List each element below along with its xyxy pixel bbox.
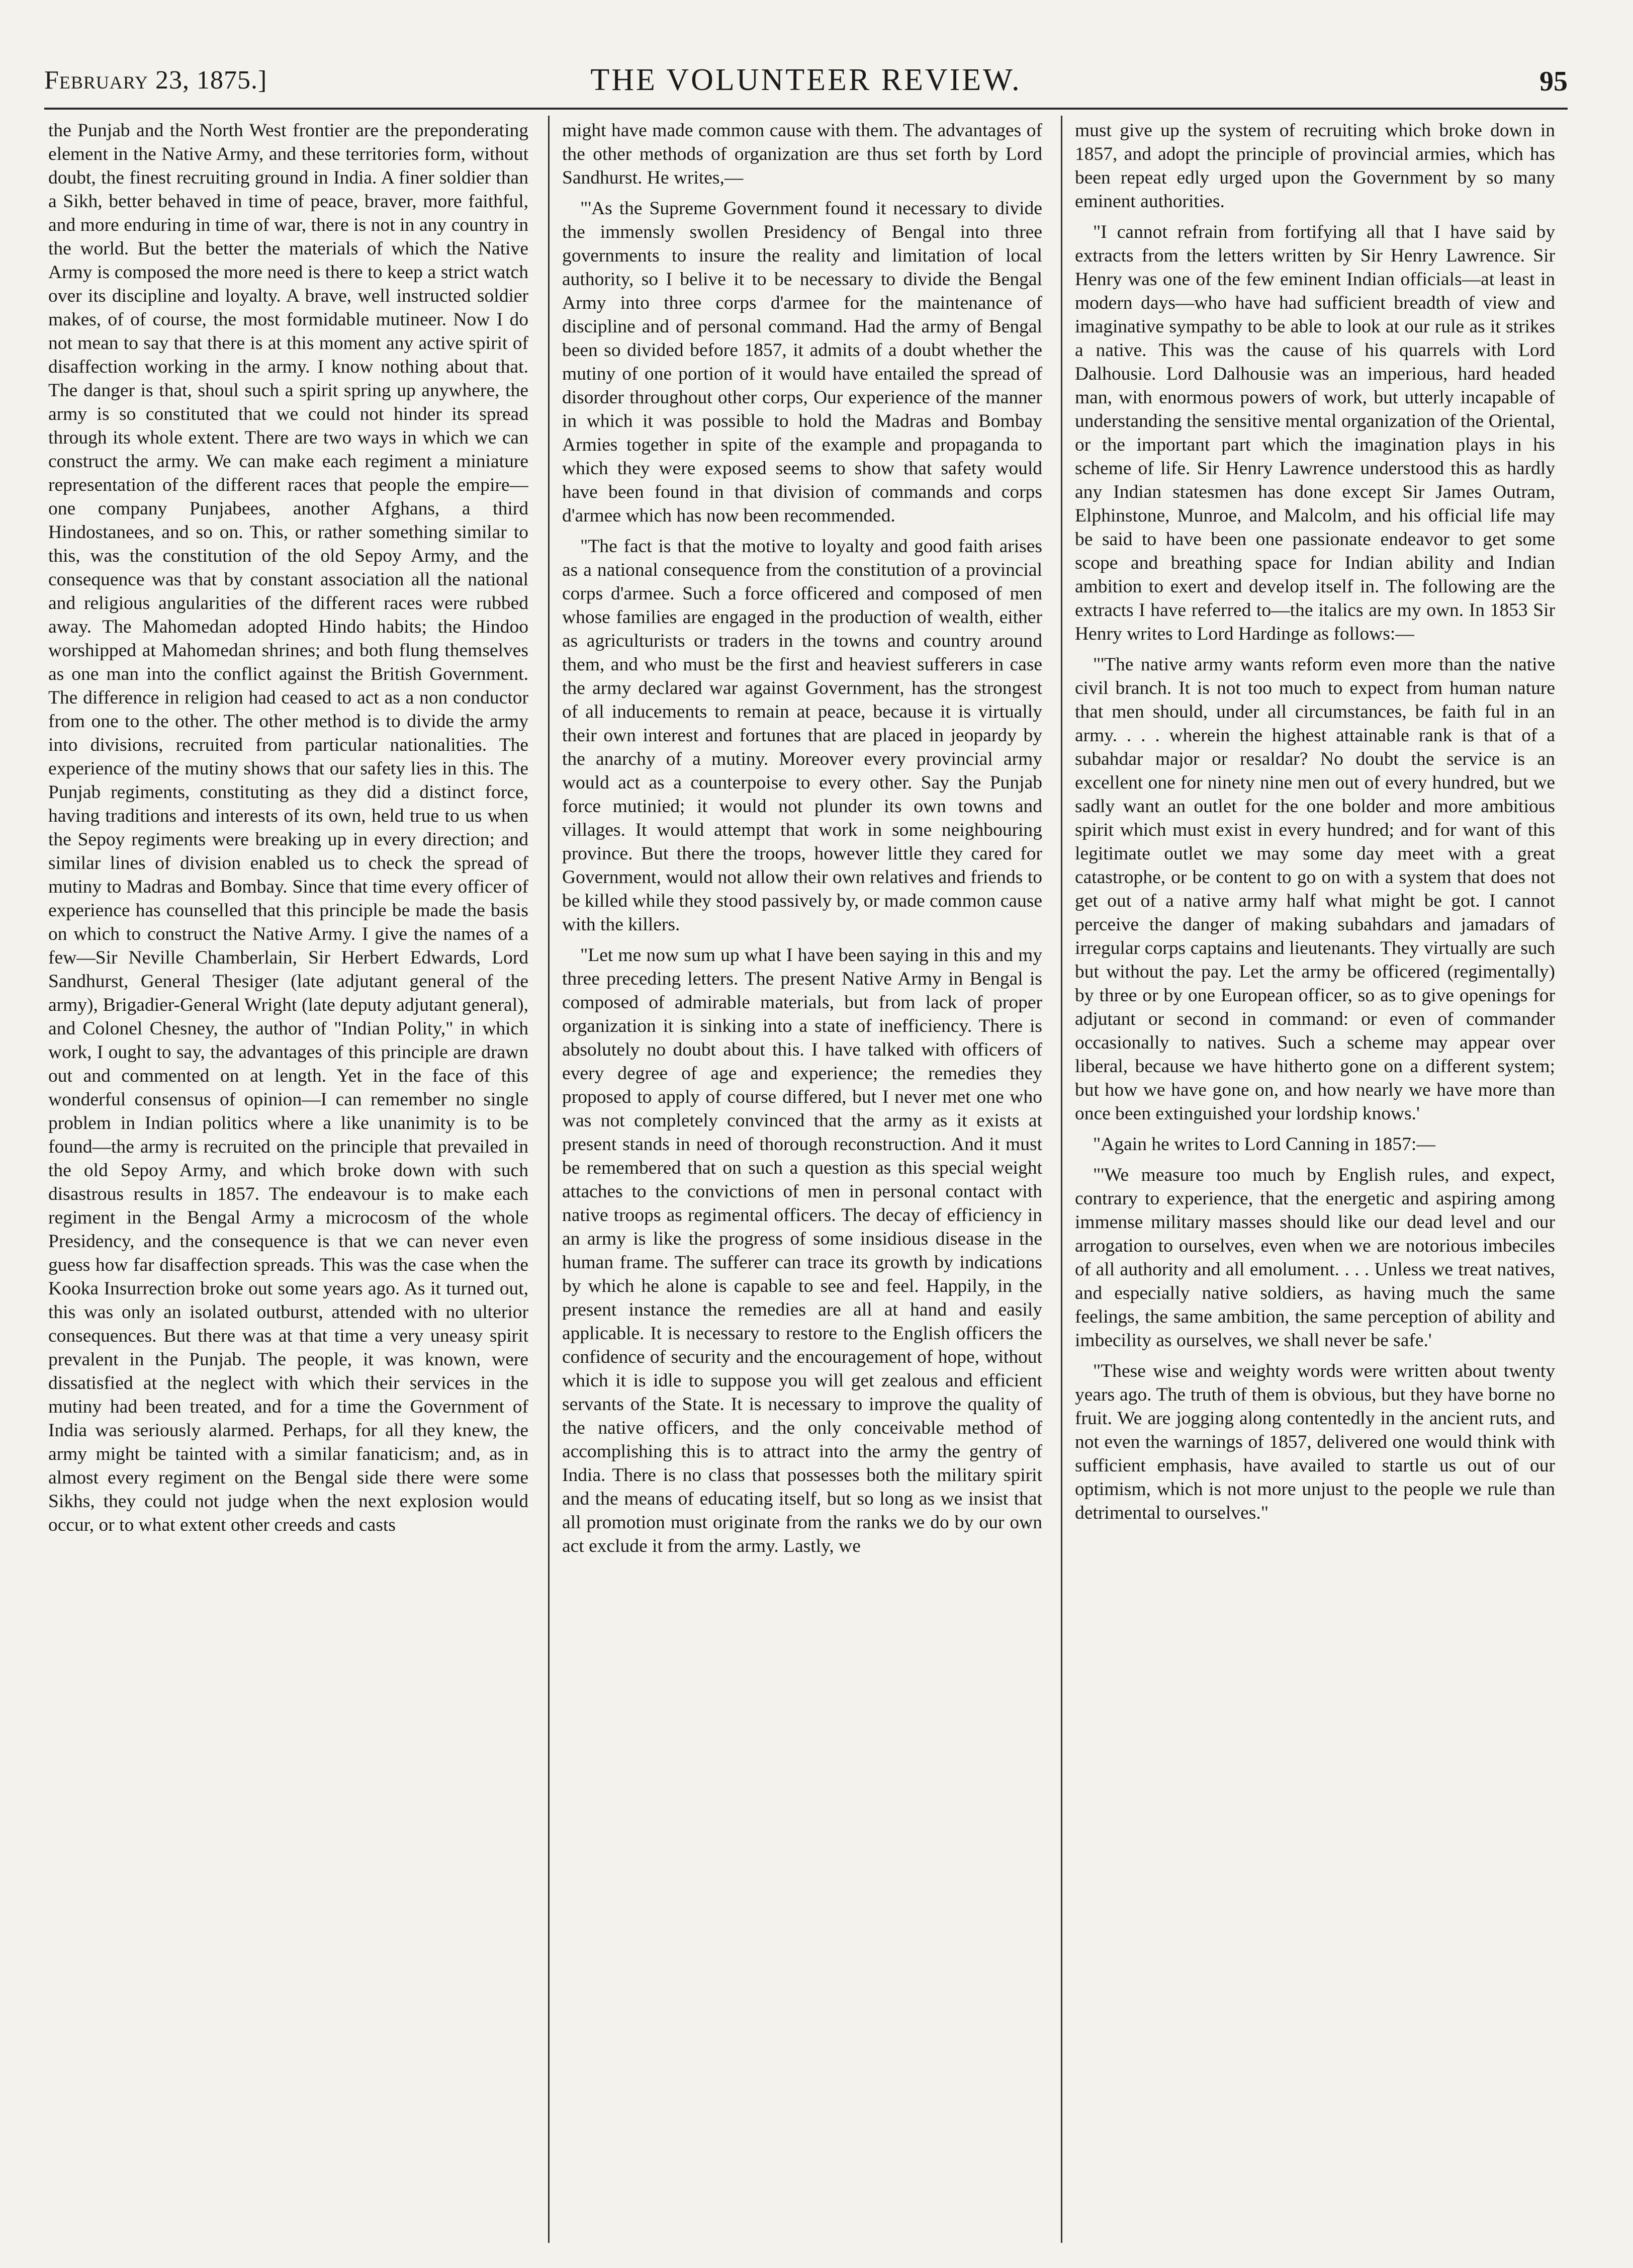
column-divider [1061,116,1062,2243]
paragraph: "I cannot refrain from fortifying all that I have said by extracts from the letters written by Sir Henry Lawrence. Sir Henry was one of the few eminent Indian officials—at least in modern days—who have had sufficient breadth of view and imaginative sympathy to be able to look at our rule as it strikes a native. This was the cause of his quarrels with Lord Dalhousie. Lord Dalhousie was an imperious, hard headed man, with enormous powers of work, but utterly incapable of understanding the sensitive mental organization of the Oriental, or the important part which the imagination plays in his scheme of life. Sir Henry Lawrence understood this as hardly any Indian statesmen has done except Sir James Outram, Elphinstone, Munroe, and Malcolm, and his official life may be said to have been one passionate endeavor to get some scope and breathing space for Indian ability and Indian ambition to exert and develop itself in. The following are the extracts I have referred to—the italics are my own. In 1853 Sir Henry writes to Lord Hardinge as follows:— [1075,222,1555,644]
column-3 [1075,119,1555,2236]
column-divider [548,116,550,2243]
paragraph: "Let me now sum up what I have been saying in this and my three preceding letters. The present Native Army in Bengal is composed of admirable materials, but from lack of proper organization it is sinking into a state of inefficiency. There is absolutely no doubt about this. I have talked with officers of every degree of age and experience; the remedies they proposed to apply of course differed, but I never met one who was not completely convinced that the army as it exists at present stands in need of thorough reconstruction. And it must be remembered that on such a question as this special weight attaches to the convictions of men in personal contact with native troops as regimental officers. The decay of efficiency in an army is like the progress of some insidious disease in the human frame. The sufferer can trace its growth by indications by which he alone is capable to see and feel. Happily, in the present instance the remedies are all at hand and easily applicable. It is necessary to restore to the English officers the confidence of security and the encouragement of hope, without which it is idle to suppose you will get zealous and efficient servants of the State. It is necessary to improve the quality of the native officers, and the only conceivable method of accomplishing this is to attract into the army the gentry of India. There is no class that possesses both the military spirit and the means of educating itself, but so long as we insist that all promotion must originate from the ranks we do by our own act exclude it from the army. Lastly, we [562,945,1042,1556]
paragraph: "These wise and weighty words were written about twenty years ago. The truth of them is obvious, but they have borne no fruit. We are jogging along contentedly in the ancient ruts, and not even the warnings of 1857, delivered one would think with sufficient emphasis, have availed to startle us out of our optimism, which is not more unjust to the people we rule than detrimental to ourselves." [1075,1361,1555,1523]
publication-title: THE VOLUNTEER REVIEW. [590,63,1022,97]
paragraph: "'The native army wants reform even more than the native civil branch. It is not too much to expect from human nature that men should, under all circumstances, be faith ful in an army. . . . wherein the highest attainable rank is that of a subahdar major or resaldar? No doubt the service is an excellent one for ninety nine men out of every hundred, but we sadly want an outlet for the one bolder and more ambitious spirit which must exist in every hundred; and for want of this legitimate outlet we may some day meet with a great catastrophe, or be content to go on with a system that does not get out of a native army half what might be got. I cannot perceive the danger of making subahdars and jamadars of irregular corps captains and lieutenants. They virtually are such but without the pay. Let the army be officered (regimentally) by three or by one European officer, so as to give openings for adjutant or second in command: or even of commander occasionally to natives. Such a scheme may appear over liberal, because we have hitherto gone on a different system; but how we have gone on, and how nearly we have more than once been extinguished your lordship knows.' [1075,654,1555,1124]
column-2 [562,119,1042,2236]
header-rule [44,108,1568,110]
issue-date: February 23, 1875.] [44,66,267,95]
paragraph: might have made common cause with them. The advantages of the other methods of organization are thus set forth by Lord Sandhurst. He writes,— [562,120,1042,188]
paragraph: "Again he writes to Lord Canning in 1857:— [1093,1134,1435,1155]
paragraph: the Punjab and the North West frontier are the preponderating element in the Native Army, and these territories form, without doubt, the finest recruiting ground in India. A finer soldier than a Sikh, better behaved in time of peace, braver, more faithful, and more enduring in time of war, there is not in any country in the world. But the better the materials of which the Native Army is composed the more need is there to keep a strict watch over its discipline and loyalty. A brave, well instructed soldier makes, of of course, the most formidable mutineer. Now I do not mean to say that there is at this moment any active spirit of disaffection working in the army. I know nothing about that. The danger is that, shoul such a spirit spring up anywhere, the army is so constituted that we could not hinder its spread through its whole extent. There are two ways in which we can construct the army. We can make each regiment a miniature representation of the different races that people the empire—one company Punjabees, another Afghans, a third Hindostanees, and so on. This, or rather something similar to this, was the constitution of the old Sepoy Army, and the consequence was that by constant association all the national and religious angularities of the different races were rubbed away. The Mahomedan adopted Hindo habits; the Hindoo worshipped at Mahomedan shrines; and both flung themselves as one man into the conflict against the British Government. The difference in religion had ceased to act as a non conductor from one to the other. The other method is to divide the army into divisions, recruited from particular nationalities. The experience of the mutiny shows that our safety lies in this. The Punjab regiments, constituting as they did a distinct force, having traditions and interests of its own, held true to us when the Sepoy regiments were breaking up in every direction; and similar lines of division enabled us to check the spread of mutiny to Madras and Bombay. Since that time every officer of experience has counselled that this principle be made the basis on which to construct the Native Army. I give the names of a few—Sir Neville Chamberlain, Sir Herbert Edwards, Lord Sandhurst, General Thesiger (late adjutant general of the army), Brigadier-General Wright (late deputy adjutant general), and Colonel Chesney, the author of "Indian Polity," in which work, I ought to say, the advantages of this principle are drawn out and commented on at length. Yet in the face of this wonderful consensus of opinion—I can remember no single problem in Indian politics where a like unanimity is to be found—the army is recruited on the principle that prevailed in the old Sepoy Army, and which broke down with such disastrous results in 1857. The endeavour is to make each regiment in the Bengal Army a microcosm of the whole Presidency, and the consequence is that we can never even guess how far disaffection spreads. This was the case when the Kooka Insurrection broke out some years ago. As it turned out, this was only an isolated outburst, attended with no ulterior consequences. But there was at that time a very uneasy spirit prevalent in the Punjab. The people, it was known, were dissatisfied at the neglect with which their services in the mutiny had been treated, and for a time the Government of India was seriously alarmed. Perhaps, for all they knew, the army might be tainted with a similar fanaticism; and, as in almost every regiment on the Bengal side there were some Sikhs, they could not judge when the next explosion would occur, or to what extent other creeds and casts [48,120,528,1535]
column-1 [48,119,528,2236]
paragraph: "'As the Supreme Government found it necessary to divide the immensly swollen Presidency of Bengal into three governments to insure the reality and limitation of local authority, so I belive it to be necessary to divide the Bengal Army into three corps d'armee for the maintenance of discipline and of personal command. Had the army of Bengal been so divided before 1857, it admits of a doubt whether the mutiny of one portion of it would have entailed the spread of disorder throughout other corps, Our experience of the manner in which it was possible to hold the Madras and Bombay Armies together in spite of the example and propaganda to which they were exposed seems to show that safety would have been found in that division of commands and corps d'armee which has now been recommended. [562,198,1042,526]
paragraph: must give up the system of recruiting which broke down in 1857, and adopt the principle of provincial armies, which has been repeat edly urged upon the Government by so many eminent authorities. [1075,120,1555,212]
masthead [44,55,1568,111]
page-number: 95 [1539,66,1568,97]
paragraph: "'We measure too much by English rules, and expect, contrary to experience, that the energetic and aspiring among immense military masses should like our dead level and our arrogation to ourselves, even when we are notorious imbeciles of all authority and all emolument. . . . Unless we treat natives, and especially native soldiers, as having much the same feelings, the same ambition, the same perception of ability and imbecility as ourselves, we shall never be safe.' [1075,1165,1555,1351]
paragraph: "The fact is that the motive to loyalty and good faith arises as a national consequence from the constitution of a provincial corps d'armee. Such a force officered and composed of men whose families are engaged in the production of wealth, either as agriculturists or traders in the towns and country around them, and who must be the first and heaviest sufferers in case the army declared war against Government, has the strongest of all inducements to remain at peace, because it is virtually their own interest and fortunes that are placed in jeopardy by the anarchy of a mutiny. Moreover every provincial army would act as a counterpoise to every other. Say the Punjab force mutinied; it would not plunder its own towns and villages. It would attempt that work in some neighbouring province. But there the troops, however little they cared for Government, would not allow their own relatives and friends to be killed while they stood passively by, or made common cause with the killers. [562,536,1042,935]
